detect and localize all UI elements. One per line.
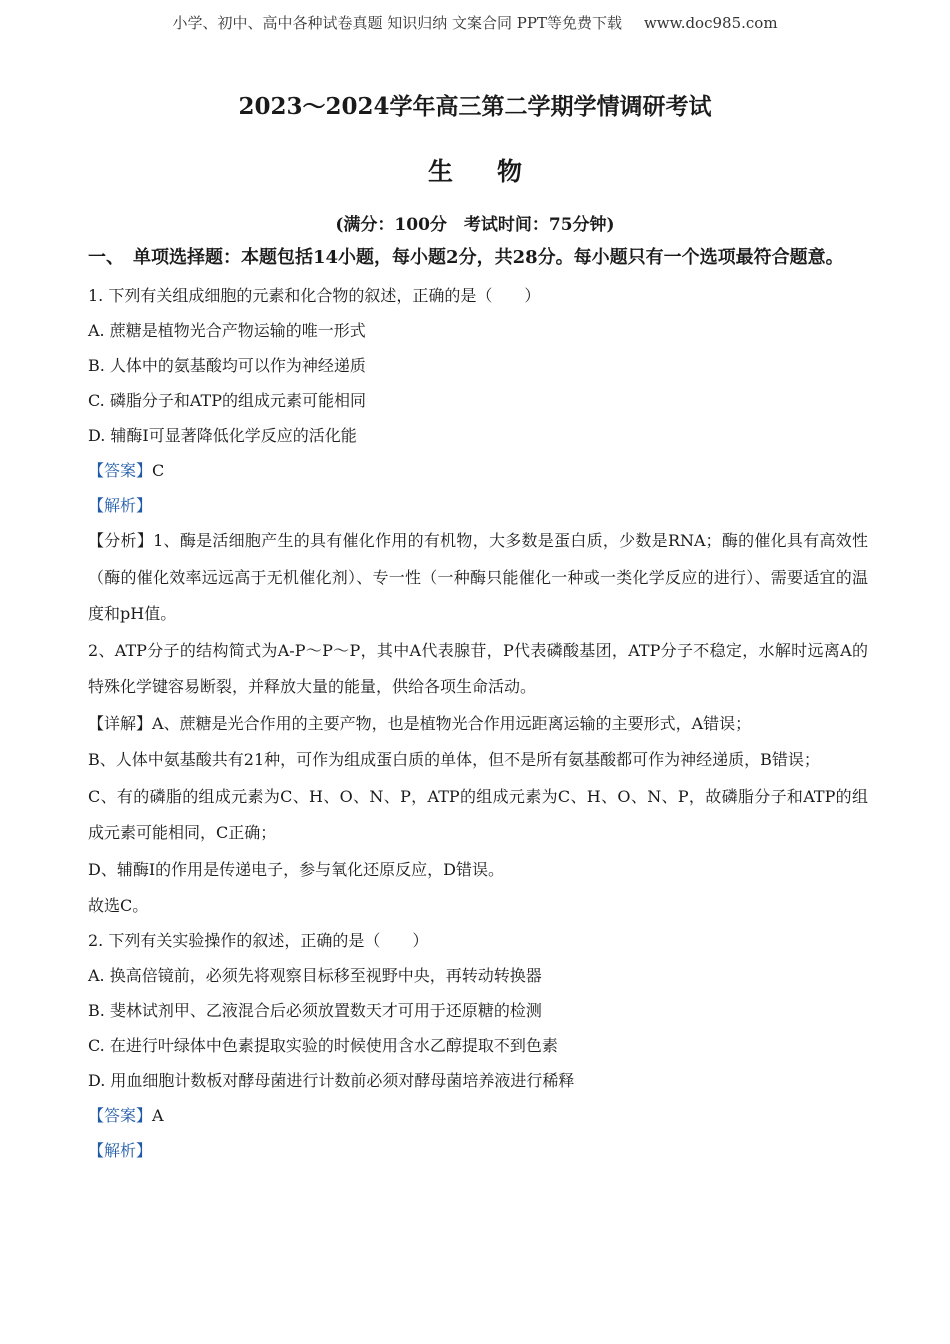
subject-title: 生物 [427,157,566,186]
detail-b: B、人体中氨基酸共有21种，可作为组成蛋白质的单体，但不是所有氨基酸都可作为神经递质，B错误； [88,750,820,769]
analysis-label: 【解析】 [88,496,153,515]
option-a: A. 蔗糖是植物光合产物运输的唯一形式 [88,321,366,340]
detail-c: C、有的磷脂的组成元素为C、H、O、N、P，ATP的组成元素为C、H、O、N、P，故磷脂分子和ATP的组成元素可能相同，C正确； [88,786,868,842]
analysis-paragraph-2: 2、ATP分子的结构简式为A-P～P～P，其中A代表腺苷，P代表磷酸基团，ATP分子不稳定，水解时远离A的特殊化学键容易断裂，并释放大量的能量，供给各项生命活动。 [88,640,868,696]
option-d: D. 辅酶Ⅰ可显著降低化学反应的活化能 [88,426,357,445]
answer-label: 【答案】 [88,461,153,480]
conclusion: 故选C。 [88,896,149,915]
option-c: C. 在进行叶绿体中色素提取实验的时候使用含水乙醇提取不到色素 [88,1036,558,1055]
exam-info: (满分：100分 考试时间：75分钟) [335,215,615,235]
exam-title: 2023～2024学年高三第二学期学情调研考试 [238,93,712,120]
answer-label: 【答案】 [88,1106,153,1125]
detail-d: D、辅酶Ⅰ的作用是传递电子，参与氧化还原反应，D错误。 [88,859,504,879]
answer-line [88,453,868,488]
header-site-link[interactable]: www.doc985.com [643,14,778,32]
answer-value: A [152,1106,164,1125]
question-stem: 2. 下列有关实验操作的叙述，正确的是（ ） [88,931,429,950]
document-body [88,240,868,1168]
option-c: C. 磷脂分子和ATP的组成元素可能相同 [88,391,366,410]
option-a: A. 换高倍镜前，必须先将观察目标移至视野中央，再转动转换器 [88,966,542,985]
analysis-line [88,1133,868,1168]
option-d: D. 用血细胞计数板对酵母菌进行计数前必须对酵母菌培养液进行稀释 [88,1071,575,1090]
detail-a [88,706,868,743]
question-1 [88,278,868,923]
section-heading: 一、 单项选择题：本题包括14小题，每小题2分，共28分。每小题只有一个选项最符合题意。 [88,247,844,268]
answer-value: C [152,461,165,480]
detail-label: 【详解】 [88,713,153,733]
page-header [0,12,950,33]
analysis-paragraph-1 [88,523,868,633]
fenxi-text: 1、酶是活细胞产生的具有催化作用的有机物，大多数是蛋白质，少数是RNA；酶的催化具有高效性（酶的催化效率远远高于无机催化剂）、专一性（一种酶只能催化一种或一类化学反应的进行）、需要适宜的温度和pH值。 [88,531,868,623]
detail-a-text: A、蔗糖是光合作用的主要产物，也是植物光合作用远距离运输的主要形式，A错误； [152,713,752,733]
header-text: 小学、初中、高中各种试卷真题 知识归纳 文案合同 PPT等免费下载 [172,14,622,32]
question-stem: 1. 下列有关组成细胞的元素和化合物的叙述，正确的是（ ） [88,286,541,305]
answer-line [88,1098,868,1133]
analysis-label: 【解析】 [88,1141,153,1160]
analysis-line [88,488,868,523]
option-b: B. 斐林试剂甲、乙液混合后必须放置数天才可用于还原糖的检测 [88,1001,542,1020]
fenxi-label: 【分析】 [88,531,154,550]
question-2 [88,923,868,1168]
option-b: B. 人体中的氨基酸均可以作为神经递质 [88,356,366,375]
